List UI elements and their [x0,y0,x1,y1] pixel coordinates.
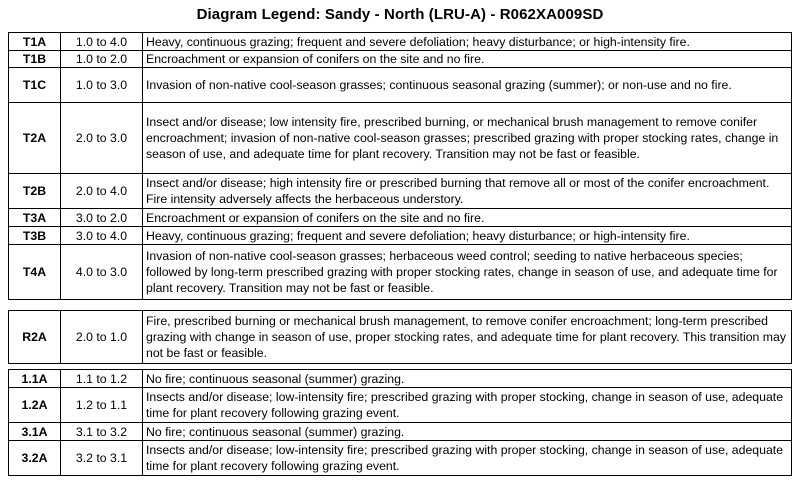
transition-description: Heavy, continuous grazing; frequent and severe defoliation; heavy disturbance; or high-intensity fire. [143,227,792,245]
table-row [9,174,792,209]
transition-range: 3.0 to 4.0 [61,227,143,245]
transition-code: 1.1A [9,370,61,388]
transition-description: Invasion of non-native cool-season grasses; herbaceous weed control; seeding to native herbaceous species; followed by long-term prescribed grazing with proper stocking rates, change in season of use, and adequate time for plant recovery. Transition may not be fast or feasible. [143,245,792,300]
transition-code: T2A [9,103,61,174]
table-row [9,51,792,68]
transition-description: Heavy, continuous grazing; frequent and severe defoliation; heavy disturbance; or high-intensity fire. [143,33,792,51]
transition-code: R2A [9,311,61,364]
transition-code: 3.2A [9,441,61,476]
transition-range: 1.0 to 3.0 [61,68,143,103]
table-row [9,33,792,51]
transition-description: Invasion of non-native cool-season grasses; continuous seasonal grazing (summer); or non-use and no fire. [143,68,792,103]
table-row [9,245,792,300]
table-row [9,68,792,103]
transition-code: T3A [9,209,61,227]
transition-range: 2.0 to 3.0 [61,103,143,174]
transition-range: 1.2 to 1.1 [61,388,143,423]
transition-description: Encroachment or expansion of conifers on the site and no fire. [143,51,792,68]
transition-range: 1.0 to 2.0 [61,51,143,68]
transition-code: T1C [9,68,61,103]
transition-description: Fire, prescribed burning or mechanical brush management, to remove conifer encroachment; long-term prescribed grazing with change in season of use, proper stocking rates, and adequate time for plant recovery. This transition may not be fast or feasible. [143,311,792,364]
table-row [9,441,792,476]
transition-description: Insects and/or disease; low-intensity fire; prescribed grazing with proper stocking, change in season of use, adequate time for plant recovery following grazing event. [143,388,792,423]
transition-range: 4.0 to 3.0 [61,245,143,300]
restoration-table [8,310,792,364]
transition-description: Insect and/or disease; high intensity fire or prescribed burning that remove all or most of the conifer encroachment. Fire intensity adversely affects the herbaceous understory. [143,174,792,209]
transition-code: T1A [9,33,61,51]
transition-code: T1B [9,51,61,68]
legend-title: Diagram Legend: Sandy - North (LRU-A) - R062XA009SD [196,6,604,23]
community-pathway-table [8,369,792,476]
transition-range: 3.0 to 2.0 [61,209,143,227]
transition-range: 1.0 to 4.0 [61,33,143,51]
table-row [9,370,792,388]
table-row [9,227,792,245]
transition-range: 3.1 to 3.2 [61,423,143,441]
table-row [9,311,792,364]
transition-description: Encroachment or expansion of conifers on the site and no fire. [143,209,792,227]
transition-description: No fire; continuous seasonal (summer) grazing. [143,370,792,388]
transition-range: 3.2 to 3.1 [61,441,143,476]
transition-code: 1.2A [9,388,61,423]
transition-code: T2B [9,174,61,209]
transition-code: T4A [9,245,61,300]
transition-description: Insects and/or disease; low-intensity fire; prescribed grazing with proper stocking, change in season of use, adequate time for plant recovery following grazing event. [143,441,792,476]
table-row [9,388,792,423]
transition-range: 1.1 to 1.2 [61,370,143,388]
transition-code: 3.1A [9,423,61,441]
table-row [9,103,792,174]
transition-range: 2.0 to 1.0 [61,311,143,364]
table-row [9,423,792,441]
transition-description: Insect and/or disease; low intensity fire, prescribed burning, or mechanical brush management to remove conifer encroachment; invasion of non-native cool-season grasses; prescribed grazing with proper stocking rates, change in season of use, and adequate time for plant recovery. Transition may not be fast or feasible. [143,103,792,174]
transition-description: No fire; continuous seasonal (summer) grazing. [143,423,792,441]
table-row [9,209,792,227]
transition-range: 2.0 to 4.0 [61,174,143,209]
transition-code: T3B [9,227,61,245]
transition-table [8,32,792,300]
